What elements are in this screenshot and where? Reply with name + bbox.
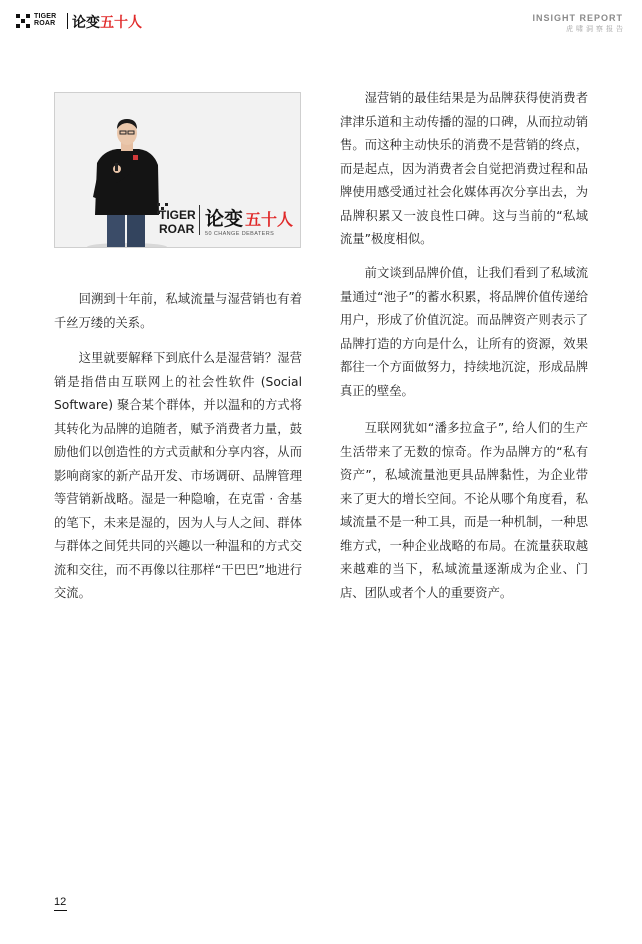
page-number: 12 (54, 896, 67, 908)
backdrop-brand-wushiren: 五十人 (245, 210, 294, 229)
page-header (0, 0, 642, 40)
backdrop-sub-text: 50 CHANGE DEBATERS (205, 231, 275, 237)
left-paragraph-2: 这里就要解释下到底什么是湿营销？湿营销是指借由互联网上的社会性软件 (Social Software) 聚合某个群体，并以温和的方式将其转化为品牌的追随者，赋予消费者力量，鼓励他们以创造性的方式贡献和分享内容，从而影响商家的新产品开发、市场调研、品牌管理等营销新战略。湿是一种隐喻，在克雷 · 舍基的笔下，未来是湿的，因为人与人之间、群体与群体之间凭共同的兴趣以一种温和的方式交流和交往，而不再像以往那样“干巴巴”地进行交流。 (54, 351, 302, 600)
left-paragraph-1: 回溯到十年前，私域流量与湿营销也有着千丝万缕的关系。 (54, 292, 302, 330)
right-paragraph-3: 互联网犹如“潘多拉盒子”, 给人们的生产生活带来了无数的惊奇。作为品牌方的“私有资产”，私域流量池更具品牌黏性，为企业带来了更大的增长空间。不论从哪个角度看，私域流量不是一种工具，而是一种机制，一种思维方式，一种企业战略的布局。在流量获取越来越难的当下，私域流量逐渐成为企业、门店、团队或者个人的重要资产。 (340, 421, 588, 600)
logo-brand-lunbian: 论变 (72, 15, 100, 31)
backdrop-roar-text: ROAR (159, 222, 195, 236)
backdrop-tiger-text: TIGER (159, 208, 196, 222)
report-title-en: INSIGHT REPORT (532, 13, 623, 23)
page-number-underline (54, 910, 67, 911)
logo-brand-wushiren: 五十人 (100, 15, 142, 31)
pixel-mark-icon (16, 14, 30, 28)
speaker-photo-illustration (55, 93, 301, 248)
logo-divider (67, 13, 68, 29)
report-title-cn: 虎啸洞察报告 (566, 25, 626, 33)
logo-tiger-roar-text: TIGER ROAR (34, 13, 57, 27)
backdrop-brand-lunbian: 论变 (205, 208, 244, 230)
right-paragraph-2: 前文谈到品牌价值，让我们看到了私域流量通过“池子”的蓄水积累，将品牌价值传递给用户，形成了价值沉淀。而品牌资产则表示了品牌打造的方向是什么，让所有的资源，效果都往一个方面做努力，持续地沉淀，形成品牌真正的壁垒。 (340, 266, 588, 398)
right-paragraph-1: 湿营销的最佳结果是为品牌获得使消费者津津乐道和主动传播的湿的口碑，从而拉动销售。而这种主动快乐的消费不是营销的终点，而是起点，因为消费者会自觉把消费过程和品牌使用感受通过社会化媒体再次分享出去，为品牌积累又一波良性口碑。这与当前的“私域流量”极度相似。 (340, 91, 588, 246)
insight-report-label (532, 13, 626, 34)
speaker-photo (54, 92, 301, 248)
